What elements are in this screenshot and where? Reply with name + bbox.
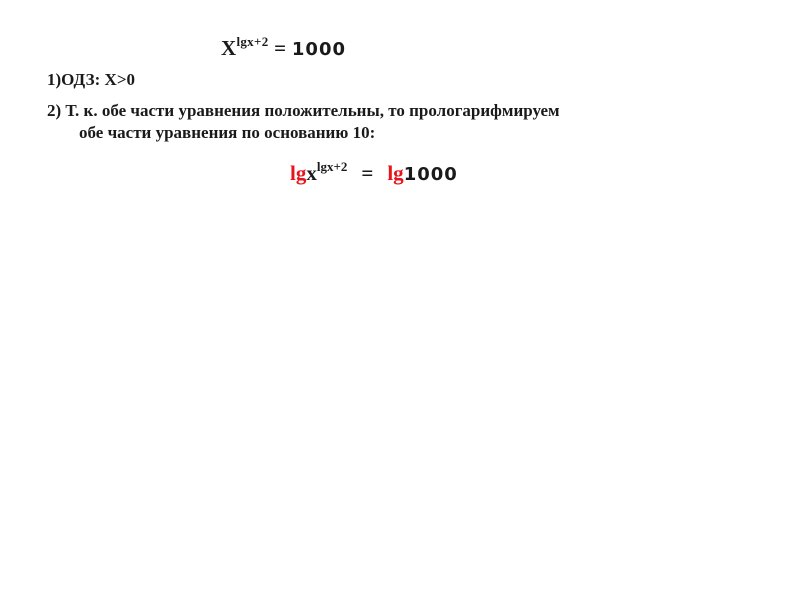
step2-line1: 2) Т. к. обе части уравнения положительны, то прологарифмируем	[47, 101, 560, 120]
log-equals: =	[361, 161, 374, 185]
log-exponent: lgx+2	[316, 159, 348, 174]
equation-logarithmed	[290, 161, 458, 186]
equation-exponent: lgx+2	[236, 34, 269, 49]
equation-equals: =	[274, 36, 287, 60]
equation-rhs: 1000	[291, 39, 347, 60]
domain-condition: 1)ОДЗ: Х>0	[47, 70, 136, 89]
equation-base: X	[221, 36, 237, 60]
log-rhs: 1000	[403, 164, 458, 185]
log-base: x	[306, 161, 317, 185]
equation-original	[221, 36, 346, 61]
lg-right: lg	[387, 161, 404, 185]
step2-line2: обе части уравнения по основанию 10:	[79, 123, 376, 142]
lg-left: lg	[290, 161, 307, 185]
